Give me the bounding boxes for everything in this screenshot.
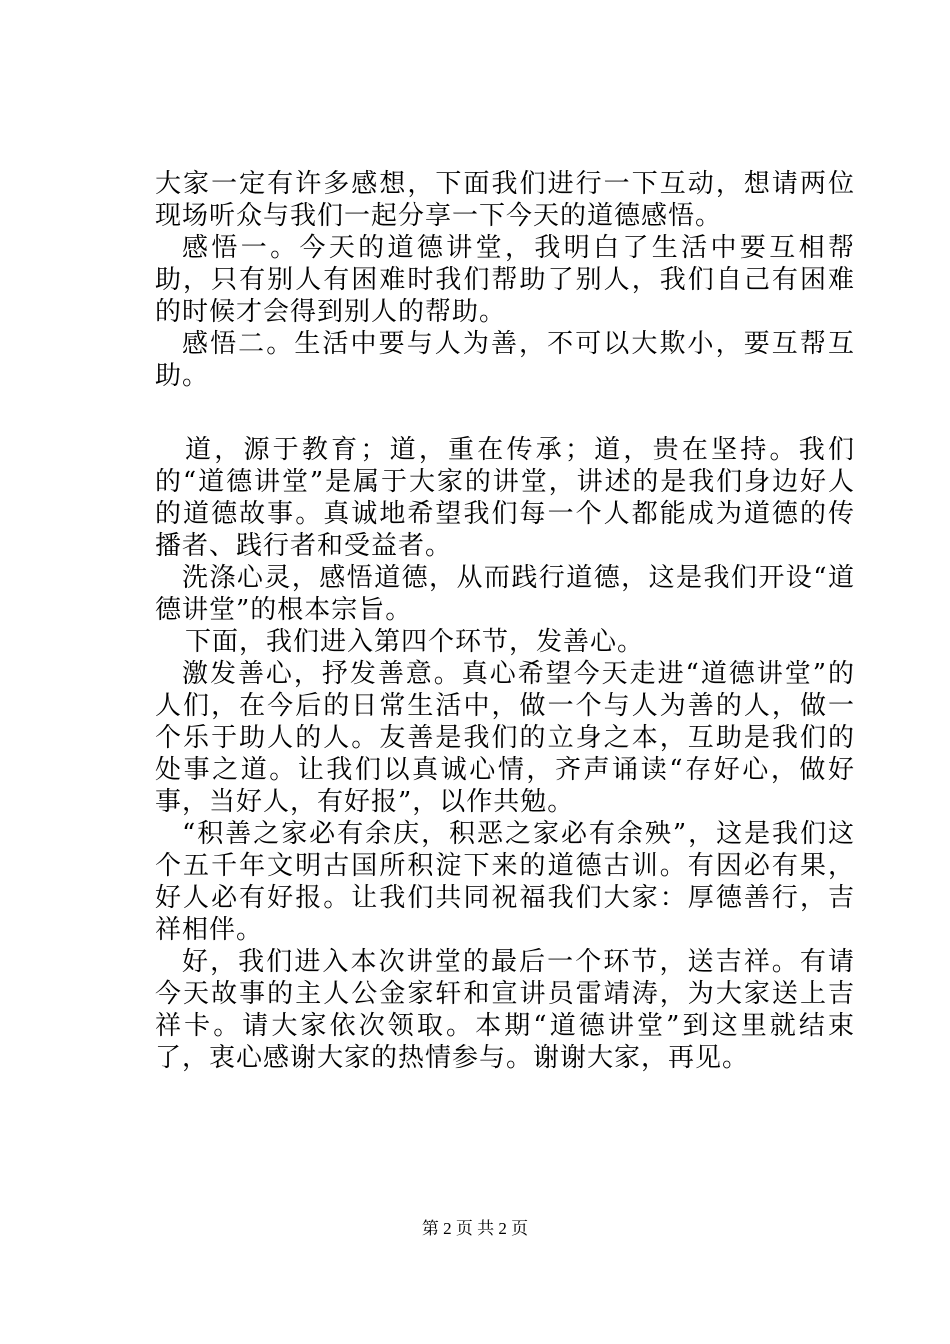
paragraph-dao-education: 道，源于教育；道，重在传承；道，贵在坚持。我们的“道德讲堂”是属于大家的讲堂，讲述的是我们身边好人的道德故事。真诚地希望我们每一个人都能成为道德的传播者、践行者和受益者。 bbox=[155, 435, 855, 561]
paragraph-insight-one: 感悟一。今天的道德讲堂，我明白了生活中要互相帮助，只有别人有困难时我们帮助了别人，我们自己有困难的时候才会得到别人的帮助。 bbox=[155, 233, 855, 327]
paragraph-fourth-segment: 下面，我们进入第四个环节，发善心。 bbox=[185, 627, 645, 657]
paragraph-spacer bbox=[155, 392, 855, 434]
paragraph-kindness: 激发善心，抒发善意。真心希望今天走进“道德讲堂”的人们，在今后的日常生活中，做一个与人为善的人，做一个乐于助人的人。友善是我们的立身之本，互助是我们的处事之道。让我们以真诚心情，齐声诵读“存好心，做好事，当好人，有好报”，以作共勉。 bbox=[155, 659, 855, 817]
page-number-footer: 第 2 页 共 2 页 bbox=[421, 1219, 529, 1238]
paragraph-closing: 好，我们进入本次讲堂的最后一个环节，送吉祥。有请今天故事的主人公金家轩和宣讲员雷靖涛，为大家送上吉祥卡。请大家依次领取。本期“道德讲堂”到这里就结束了，衷心感谢大家的热情参与。谢谢大家，再见。 bbox=[155, 947, 855, 1073]
paragraph-interaction-intro: 大家一定有许多感想，下面我们进行一下互动，想请两位现场听众与我们一起分享一下今天的道德感悟。 bbox=[155, 169, 855, 231]
paragraph-insight-two: 感悟二。生活中要与人为善，不可以大欺小，要互帮互助。 bbox=[155, 329, 855, 391]
document-body bbox=[155, 168, 855, 1074]
paragraph-purpose: 洗涤心灵，感悟道德，从而践行道德，这是我们开设“道德讲堂”的根本宗旨。 bbox=[155, 563, 855, 625]
paragraph-proverb: “积善之家必有余庆，积恶之家必有余殃”，这是我们这个五千年文明古国所积淀下来的道德古训。有因必有果，好人必有好报。让我们共同祝福我们大家：厚德善行，吉祥相伴。 bbox=[155, 819, 855, 945]
